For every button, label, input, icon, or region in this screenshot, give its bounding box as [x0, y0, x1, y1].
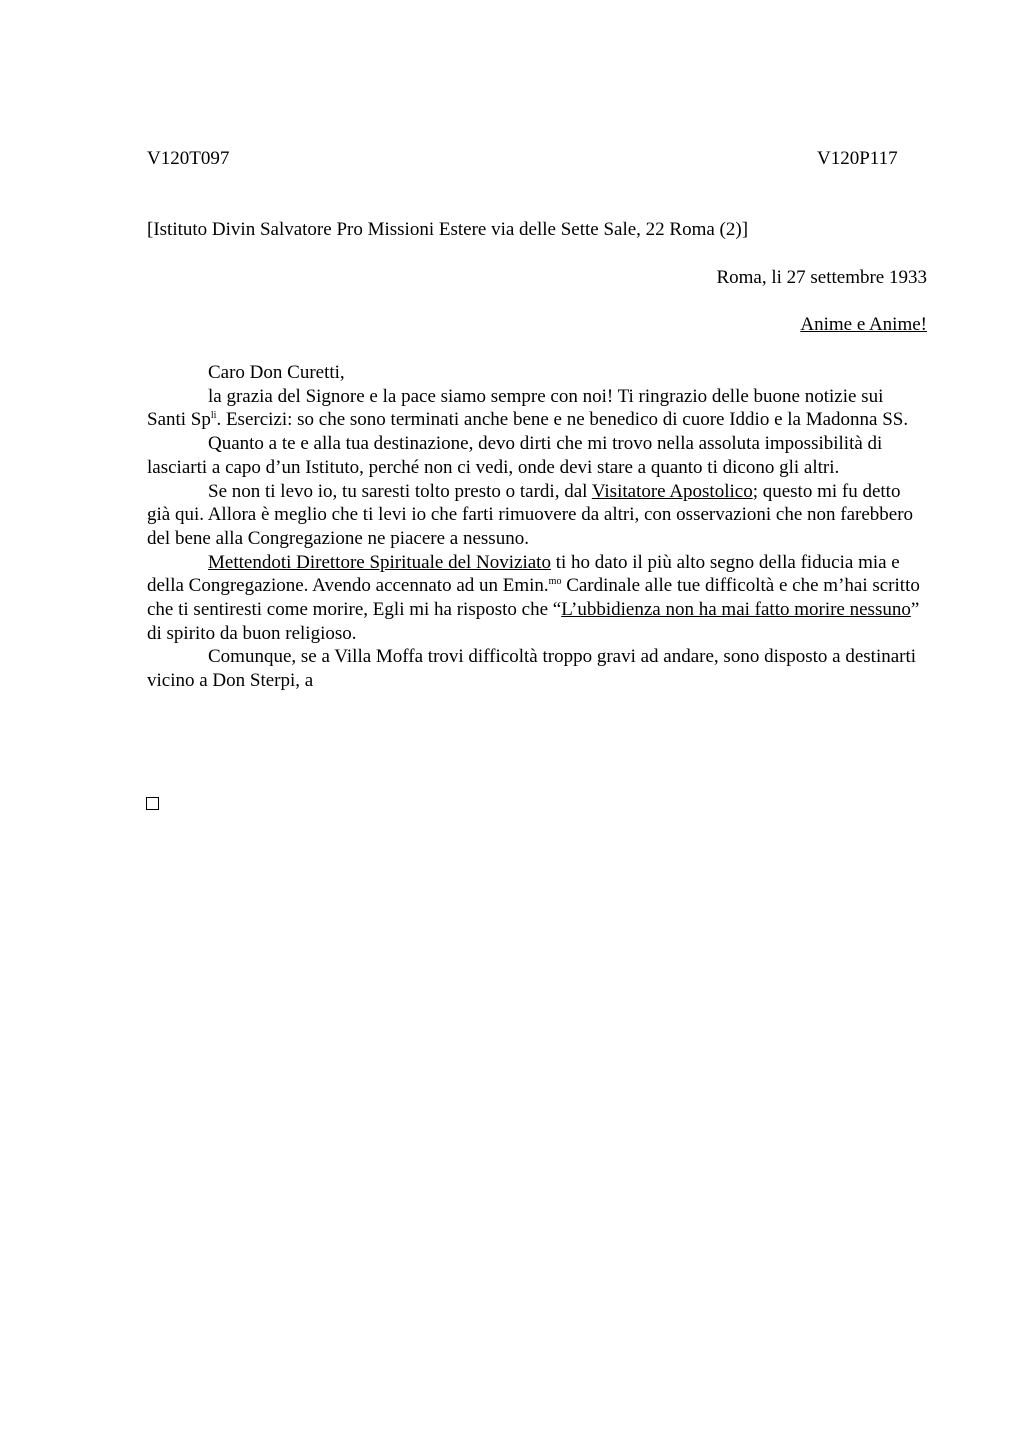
paragraph-4-text-b: Cardinale alle tue difficoltà e che m’hai scritto che ti sentiresti come morire, Egli mi ha risposto che “: [147, 575, 920, 621]
paragraph-1-text-b: . Esercizi: so che sono terminati anche bene e ne benedico di cuore Iddio e la Madonna SS.: [216, 409, 909, 431]
paragraph-3-text-b: ; questo mi fu detto già qui. Allora è meglio che ti levi io che farti rimuovere da altri, con osservazioni che non farebbero del bene alla Congregazione ne piacere a nessuno.: [147, 480, 914, 549]
paragraph-2: Quanto a te e alla tua destinazione, devo dirti che mi trovo nella assoluta impossibilità di lasciarti a capo d’un Istituto, perché non ci vedi, onde devi stare a quanto ti dicono gli altri.: [147, 433, 883, 478]
superscript-mo: mo: [548, 576, 562, 588]
document-code-left: V120T097: [147, 148, 230, 169]
checkbox-square-icon: [146, 797, 159, 810]
paragraph-4: [147, 551, 927, 646]
paragraph-1-text-a: la grazia del Signore e la pace siamo sempre con noi! Ti ringrazio delle buone notizie sui Santi Sp: [147, 385, 884, 431]
letter-body: [147, 361, 927, 693]
paragraph-4-text-c: ” di spirito da buon religioso.: [147, 599, 920, 644]
paragraph-3: [147, 480, 927, 551]
letterhead: [Istituto Divin Salvatore Pro Missioni Estere via delle Sette Sale, 22 Roma (2)]: [147, 219, 749, 240]
superscript-li: li: [210, 410, 217, 422]
paragraph-5: Comunque, se a Villa Moffa trovi difficoltà troppo gravi ad andare, sono disposto a destinarti vicino a Don Sterpi, a: [147, 646, 917, 692]
paragraph-3-text-a: Se non ti levo io, tu saresti tolto presto o tardi, dal: [208, 480, 592, 502]
paragraph-4-text-a: ti ho dato il più alto segno della fiducia mia e della Congregazione. Avendo accennato ad un Emin.: [147, 551, 900, 597]
underlined-visitatore-apostolico: Visitatore Apostolico: [591, 480, 753, 502]
underlined-quote: L’ubbidienza non ha mai fatto morire nessuno: [561, 599, 911, 621]
motto-text: Anime e Anime!: [800, 314, 927, 335]
letter-date: Roma, li 27 settembre 1933: [716, 267, 927, 288]
paragraph-1: [147, 385, 927, 432]
letter-greeting: Caro Don Curetti,: [208, 362, 345, 383]
document-code-right: V120P117: [817, 148, 898, 169]
letter-motto: [147, 313, 927, 337]
underlined-direttore-spirituale: Mettendoti Direttore Spirituale del Noviziato: [208, 551, 551, 573]
